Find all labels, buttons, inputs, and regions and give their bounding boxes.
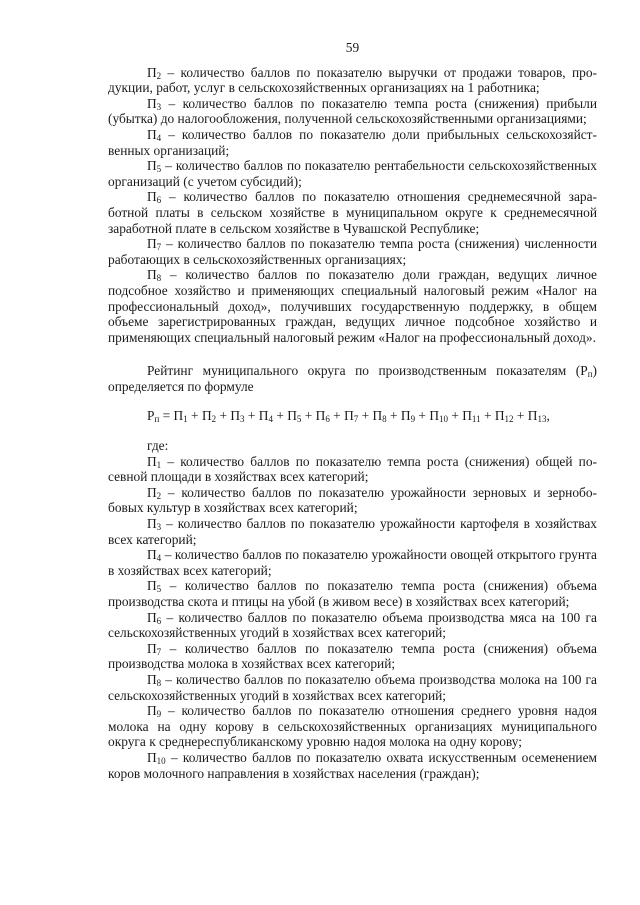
indicator-index: 5: [156, 164, 162, 175]
indicator-symbol: $П_3$: [147, 516, 162, 533]
indicator-definition: [108, 485, 597, 516]
indicator-symbol: $П_2$: [147, 64, 162, 81]
rating-intro-text: Рейтинг муниципального округа по производственным показателям (Р: [147, 363, 588, 379]
formula-term-sub: 1: [183, 414, 188, 425]
indicator-definition: [108, 454, 597, 485]
indicator-definition: [108, 267, 597, 345]
rating-intro-end: ) определяется по формуле: [108, 363, 597, 394]
indicator-definition: [108, 189, 597, 236]
indicator-index: 4: [156, 553, 162, 564]
indicator-text: – количество баллов по показателю объема производства молока на 100 га сельскохозяйственных угодий в хозяйствах всех категорий;: [108, 671, 597, 703]
rating-intro: [108, 363, 597, 394]
formula-term: П: [462, 408, 472, 424]
spacer: [108, 345, 597, 363]
rating-formula: [108, 408, 597, 424]
indicator-symbol: $П_{10}$: [147, 749, 166, 766]
indicator-definition: [108, 236, 597, 267]
spacer: [108, 424, 597, 438]
indicator-definition: [108, 96, 597, 127]
formula-term-sub: 13: [537, 414, 547, 425]
indicator-definition: [108, 703, 597, 750]
formula-term-sub: 9: [410, 414, 416, 425]
formula-eq: =: [159, 408, 174, 424]
formula-term-sub: 3: [240, 414, 245, 425]
indicator-index: 3: [156, 101, 162, 112]
indicator-list-production: [108, 454, 597, 781]
indicator-text: – количество баллов по показателю доли граждан, ведущих личное подсобное хозяйство и применяющих специальный налоговый режим «Налог на профессиональный доход», получивших государственную поддержку, в общем объеме зарегистрированных граждан, ведущих личное подсобное хозяйство и применяющих специальный налоговый режим «Налог на профессиональный доход».: [108, 267, 597, 345]
indicator-text: – количество баллов по показателю темпа роста (снижения) численности работающих в сельскохозяйственных организациях;: [108, 236, 597, 267]
indicator-symbol: $П_4$: [147, 547, 162, 564]
formula-end: ,: [546, 408, 550, 424]
indicator-definition: [108, 672, 597, 703]
formula-plus: +: [216, 408, 231, 424]
formula-term-sub: 12: [504, 414, 514, 425]
formula-term: П: [173, 408, 184, 424]
indicator-index: 9: [156, 709, 162, 720]
indicator-list-financial: [108, 65, 597, 346]
indicator-index: 3: [156, 522, 162, 533]
formula-plus: +: [187, 408, 202, 424]
indicator-definition: [108, 641, 597, 672]
indicator-text: – количество баллов по показателю урожайности картофеля в хозяйствах всех категорий;: [108, 516, 597, 547]
indicator-text: – количество баллов по показателю отношения среднемесячной заработной платы в сельском хозяйстве в муниципальном округе к среднемесячной заработной плате в сельском хозяйстве в Чувашской Республике;: [108, 189, 597, 236]
indicator-index: 2: [156, 490, 162, 501]
formula-term-sub: 2: [211, 414, 217, 425]
formula-lhs-sub: п: [154, 414, 160, 425]
indicator-index: 6: [156, 195, 162, 206]
indicator-index: 4: [156, 132, 162, 143]
indicator-definition: [108, 516, 597, 547]
indicator-text: – количество баллов по показателю темпа роста (снижения) общей посевной площади в хозяйствах всех категорий;: [108, 453, 597, 485]
formula-lhs: Р: [147, 408, 155, 424]
formula-term: П: [494, 408, 505, 424]
indicator-index: 8: [156, 677, 162, 688]
spacer: [108, 394, 597, 408]
formula-term: П: [400, 408, 411, 424]
formula-term: П: [315, 408, 326, 424]
formula-term: П: [372, 408, 383, 424]
formula-plus: +: [513, 408, 528, 424]
indicator-symbol: $П_8$: [147, 267, 162, 284]
formula-term-sub: 4: [268, 414, 273, 425]
indicator-index: 5: [156, 584, 162, 595]
formula-term-sub: 10: [439, 414, 448, 425]
formula-plus: +: [301, 408, 316, 424]
indicator-index: 1: [156, 459, 162, 470]
indicator-text: – количество баллов по показателю темпа роста (снижения) объема производства скота и птицы на убой (в живом весе) в хозяйствах всех категорий;: [108, 578, 597, 609]
indicator-text: – количество баллов по показателю рентабельности сельскохозяйственных организаций (с учетом субсидий);: [108, 158, 597, 189]
formula-plus: +: [358, 408, 373, 424]
indicator-definition: [108, 547, 597, 578]
indicator-symbol: $П_9$: [147, 703, 162, 720]
formula-plus: +: [415, 408, 430, 424]
indicator-index: 10: [156, 755, 166, 766]
formula-term-sub: 7: [353, 414, 359, 425]
indicator-definition: [108, 750, 597, 781]
where-label: где:: [147, 438, 169, 454]
formula-term: П: [230, 408, 241, 424]
indicator-index: 8: [156, 273, 162, 284]
indicator-symbol: $П_7$: [147, 236, 162, 253]
formula-term: П: [344, 408, 354, 424]
indicator-definition: [108, 610, 597, 641]
indicator-text: – количество баллов по показателю отношения среднего уровня надоя молока на одну корову в сельскохозяйственных организациях муниципального округа к среднереспубликанскому уровню надоя молока на одну корову;: [108, 703, 597, 750]
indicator-symbol: $П_1$: [147, 453, 162, 470]
indicator-definition: [108, 127, 597, 158]
indicator-symbol: $П_8$: [147, 671, 162, 688]
indicator-symbol: $П_2$: [147, 484, 162, 501]
indicator-symbol: $П_5$: [147, 158, 162, 175]
indicator-index: 7: [156, 242, 162, 253]
formula-term: П: [201, 408, 212, 424]
indicator-text: – количество баллов по показателю урожайности зерновых и зернобобовых культур в хозяйствах всех категорий;: [108, 484, 597, 516]
indicator-definition: [108, 65, 597, 96]
page-number: 59: [345, 40, 360, 55]
formula-term-sub: 6: [325, 414, 330, 425]
indicator-text: – количество баллов по показателю доли прибыльных сельскохозяйственных организаций;: [108, 126, 597, 158]
indicator-definition: [108, 578, 597, 609]
formula-plus: +: [480, 408, 495, 424]
indicator-definition: [108, 158, 597, 189]
indicator-symbol: $П_5$: [147, 578, 162, 595]
formula-plus: +: [244, 408, 259, 424]
indicator-symbol: $П_6$: [147, 609, 162, 626]
indicator-index: 7: [156, 646, 162, 657]
indicator-text: – количество баллов по показателю выручки от продажи товаров, продукции, работ, услуг в сельскохозяйственных организациях на 1 работника;: [108, 64, 597, 96]
rating-intro-sub: п: [587, 369, 593, 380]
indicator-symbol: $П_6$: [147, 189, 162, 206]
indicator-index: 2: [156, 70, 162, 81]
indicator-index: 6: [156, 615, 162, 626]
indicator-text: – количество баллов по показателю охвата искусственным осеменением коров молочного направления в хозяйствах населения (граждан);: [108, 749, 597, 781]
formula-plus: +: [448, 408, 463, 424]
indicator-text: – количество баллов по показателю темпа роста (снижения) прибыли (убытка) до налогообложения, полученной сельскохозяйственными организациями;: [108, 95, 597, 127]
formula-term-sub: 11: [471, 414, 481, 425]
indicator-text: – количество баллов по показателю объема производства мяса на 100 га сельскохозяйственных угодий в хозяйствах всех категорий;: [108, 609, 597, 641]
formula-term: П: [527, 408, 538, 424]
formula-plus: +: [272, 408, 288, 424]
indicator-text: – количество баллов по показателю темпа роста (снижения) объема производства молока в хозяйствах всех категорий;: [108, 640, 597, 672]
formula-term: П: [258, 408, 269, 424]
formula-term: П: [287, 408, 297, 424]
formula-plus: +: [329, 408, 345, 424]
formula-term: П: [429, 408, 439, 424]
formula-term-sub: 8: [382, 414, 387, 425]
indicator-symbol: $П_4$: [147, 126, 162, 143]
formula-plus: +: [386, 408, 401, 424]
indicator-symbol: $П_3$: [147, 95, 162, 112]
indicator-symbol: $П_7$: [147, 640, 162, 657]
formula-term-sub: 5: [296, 414, 302, 425]
indicator-text: – количество баллов по показателю урожайности овощей открытого грунта в хозяйствах всех категорий;: [108, 547, 597, 578]
